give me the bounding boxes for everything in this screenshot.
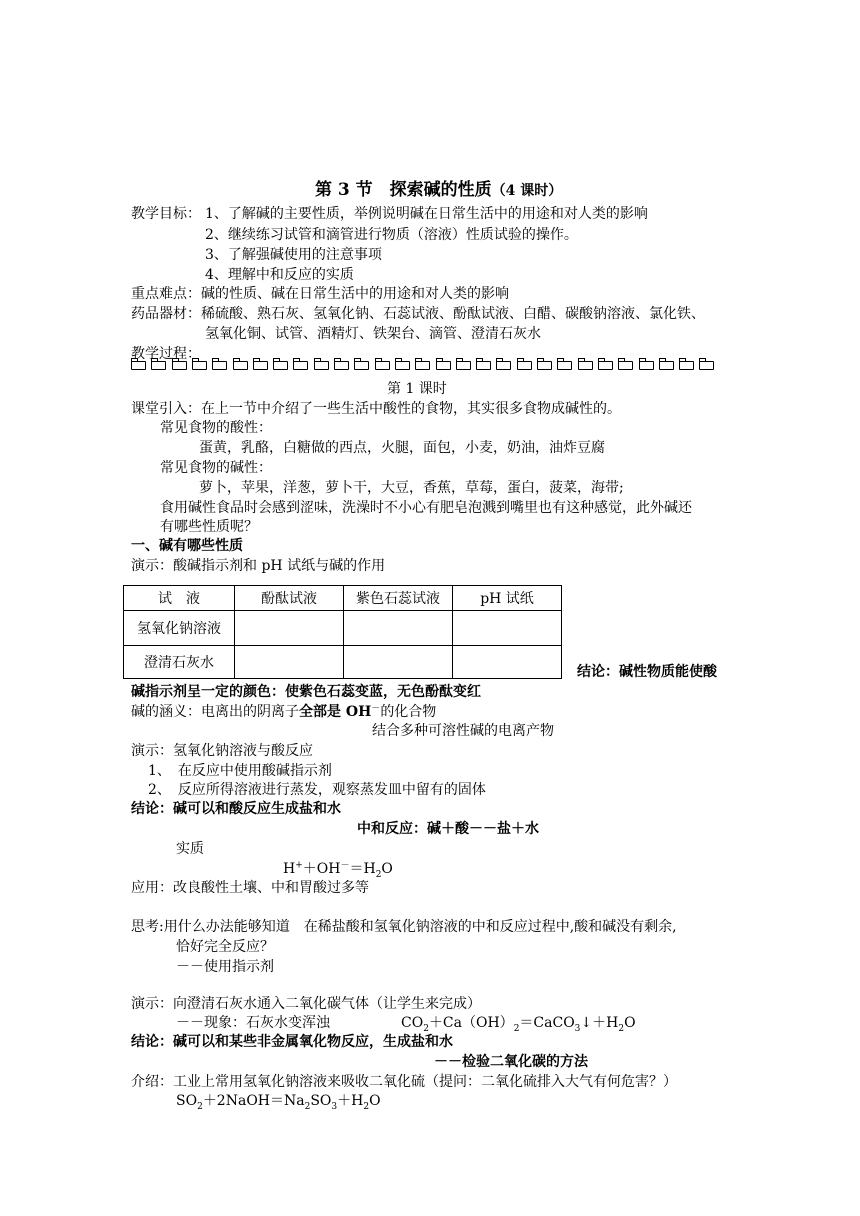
folder-icon [618, 361, 633, 370]
table-row [124, 646, 562, 679]
table-header-cell: 酚酞试液 [235, 586, 344, 611]
basic-foods-label: 常见食物的碱性： [160, 460, 272, 476]
essence-equation [283, 860, 393, 878]
folder-icon [639, 361, 654, 370]
section-1-heading: 一、碱有哪些性质 [131, 538, 243, 554]
acidic-foods-list: 蛋黄，乳酪，白糖做的西点，火腿，面包，小麦，奶油，油炸豆腐 [199, 440, 605, 456]
folder-icon [375, 361, 390, 370]
table-cell [235, 646, 344, 679]
table-header-cell: pH 试纸 [453, 586, 562, 611]
folder-icon [151, 361, 166, 370]
folder-icon [537, 361, 552, 370]
co2-test-method: －－检验二氧化碳的方法 [434, 1054, 588, 1070]
basic-foods-list: 萝卜，苹果，洋葱，萝卜干，大豆，香蕉，草莓，蛋白，菠菜，海带; [199, 480, 624, 496]
co2-eq-part: ↓＋H [580, 1015, 619, 1031]
indicator-table [123, 585, 562, 679]
intro-2: 介绍：工业上常用氢氧化钠溶液来吸收二氧化硫（提问：二氧化硫排入大气有何危害？） [131, 1074, 677, 1090]
table-header-row [124, 586, 562, 611]
table-cell: 氢氧化钠溶液 [124, 611, 235, 646]
folder-icon [496, 361, 511, 370]
table-row [124, 611, 562, 646]
think-line-2: 恰好完全反应？ [176, 939, 274, 955]
table-header-cell: 紫色石蕊试液 [344, 586, 453, 611]
folder-icon [517, 361, 532, 370]
conclusion-3: 结论：碱可以和某些非金属氧化物反应，生成盐和水 [131, 1034, 453, 1050]
ionization-note: 结合多种可溶性碱的电离产物 [372, 723, 554, 739]
essence-label: 实质 [176, 841, 204, 857]
folder-icon [293, 361, 308, 370]
question-line-1: 食用碱性食品时会感到涩味，洗澡时不小心有肥皂泡溅到嘴里也有这种感觉，此外碱还 [160, 500, 692, 516]
neutralization-definition: 中和反应：碱＋酸－－盐＋水 [357, 821, 539, 837]
demo-3: 演示：向澄清石灰水通入二氧化碳气体（让学生来完成） [131, 996, 481, 1012]
title-main: 第 3 节 探索碱的性质 [315, 180, 492, 200]
demo-3-phenomenon: －－现象：石灰水变浑浊 [176, 1015, 330, 1031]
demo-1: 演示：酸碱指示剂和 pH 试纸与碱的作用 [131, 558, 386, 574]
demo-2-step-2: 2、 反应所得溶液进行蒸发，观察蒸发皿中留有的固体 [148, 782, 486, 798]
class-intro: 课堂引入：在上一节中介绍了一些生活中酸性的食物，其实很多食物成碱性的。 [131, 401, 621, 417]
folder-icon [476, 361, 491, 370]
question-line-2: 有哪些性质呢？ [160, 519, 258, 535]
co2-eq-part: O [624, 1015, 636, 1031]
folder-icon [436, 361, 451, 370]
folder-icon [679, 361, 694, 370]
co2-eq-sub: 3 [574, 1023, 581, 1034]
eq-oh: ＋OH [302, 861, 341, 877]
so2-eq-part: ＋2NaOH＝Na [202, 1093, 305, 1109]
so2-eq-sub: 2 [197, 1101, 203, 1112]
table-cell [344, 646, 453, 679]
so2-eq-sub: 3 [331, 1101, 338, 1112]
eq-water-sub: 2 [375, 869, 382, 880]
eq-water-end: O [381, 861, 393, 877]
folder-icon [578, 361, 593, 370]
folder-icon [253, 361, 268, 370]
co2-equation [401, 1014, 636, 1032]
base-definition-charge: － [371, 703, 381, 714]
folder-icon [598, 361, 613, 370]
so2-eq-part: SO [310, 1093, 332, 1109]
folder-icon [314, 361, 329, 370]
conclusion-2: 结论：碱可以和酸反应生成盐和水 [131, 801, 341, 817]
so2-eq-part: SO [176, 1093, 198, 1109]
folder-icon [212, 361, 227, 370]
folder-icon [354, 361, 369, 370]
materials-line-1: 药品器材：稀硫酸、熟石灰、氢氧化钠、石蕊试液、酚酞试液、白醋、碳酸钠溶液、氯化铁、 [131, 306, 705, 322]
co2-eq-sub: 2 [513, 1023, 520, 1034]
think-answer: －－使用指示剂 [176, 959, 274, 975]
folder-icon [456, 361, 471, 370]
key-points: 重点难点：碱的性质、碱在日常生活中的用途和对人类的影响 [131, 286, 509, 302]
folder-icon [334, 361, 349, 370]
co2-eq-part: ＋Ca（OH） [428, 1015, 514, 1031]
objective-1: 1、了解碱的主要性质，举例说明碱在日常生活中的用途和对人类的影响 [205, 206, 648, 222]
so2-eq-part: ＋H [337, 1093, 364, 1109]
folder-icon [699, 361, 714, 370]
demo-2-step-1: 1、 在反应中使用酸碱指示剂 [148, 763, 332, 779]
table-cell [453, 646, 562, 679]
application: 应用：改良酸性土壤、中和胃酸过多等 [131, 880, 369, 896]
base-definition [131, 703, 436, 721]
folder-icon [415, 361, 430, 370]
process-label: 教学过程： [131, 346, 201, 362]
folder-icon [273, 361, 288, 370]
base-definition-bold: 全部是 OH [299, 704, 372, 720]
co2-eq-sub: 2 [618, 1023, 625, 1034]
base-definition-prefix: 碱的涵义：电离出的阴离子 [131, 704, 299, 720]
folder-icon [192, 361, 207, 370]
think-line-1: 思考:用什么办法能够知道 在稀盐酸和氢氧化钠溶液的中和反应过程中,酸和碱没有剩余, [131, 919, 677, 935]
so2-eq-sub: 2 [304, 1101, 311, 1112]
objective-4: 4、理解中和反应的实质 [205, 267, 354, 283]
eq-h-charge: + [295, 860, 303, 871]
objectives-label: 教学目标： [131, 206, 201, 222]
eq-h: H [283, 861, 296, 877]
co2-eq-part: ＝CaCO [519, 1015, 575, 1031]
folder-icon [557, 361, 572, 370]
materials-line-2: 氢氧化铜、试管、酒精灯、铁架台、滴管、澄清石灰水 [205, 326, 541, 342]
demo-2: 演示：氢氧化钠溶液与酸反应 [131, 743, 313, 759]
title-hours: （4 课时） [491, 183, 563, 199]
folder-icon [172, 361, 187, 370]
table-cell: 澄清石灰水 [124, 646, 235, 679]
co2-eq-part: CO [401, 1015, 424, 1031]
eq-oh-charge: － [340, 860, 350, 871]
table-cell [453, 611, 562, 646]
conclusion-1-part-2: 碱指示剂呈一定的颜色：使紫色石蕊变蓝，无色酚酞变红 [131, 684, 481, 700]
lesson-label: 第 1 课时 [387, 381, 447, 397]
co2-eq-sub: 2 [423, 1023, 429, 1034]
base-definition-suffix: 的化合物 [380, 704, 437, 720]
so2-equation [176, 1092, 381, 1110]
so2-eq-sub: 2 [363, 1101, 370, 1112]
objective-2: 2、继续练习试管和滴管进行物质（溶液）性质试验的操作。 [205, 227, 578, 243]
table-cell [235, 611, 344, 646]
eq-water: ＝H [349, 861, 376, 877]
objective-3: 3、了解强碱使用的注意事项 [205, 247, 382, 263]
folder-icon [395, 361, 410, 370]
folder-icon [659, 361, 674, 370]
so2-eq-part: O [369, 1093, 381, 1109]
acidic-foods-label: 常见食物的酸性： [160, 420, 272, 436]
conclusion-1-part-1: 结论：碱性物质能使酸 [577, 664, 717, 680]
folder-icon [131, 361, 146, 370]
table-cell [344, 611, 453, 646]
lesson-title [315, 181, 562, 200]
table-header-cell: 试 液 [124, 586, 235, 611]
folder-icon [233, 361, 248, 370]
